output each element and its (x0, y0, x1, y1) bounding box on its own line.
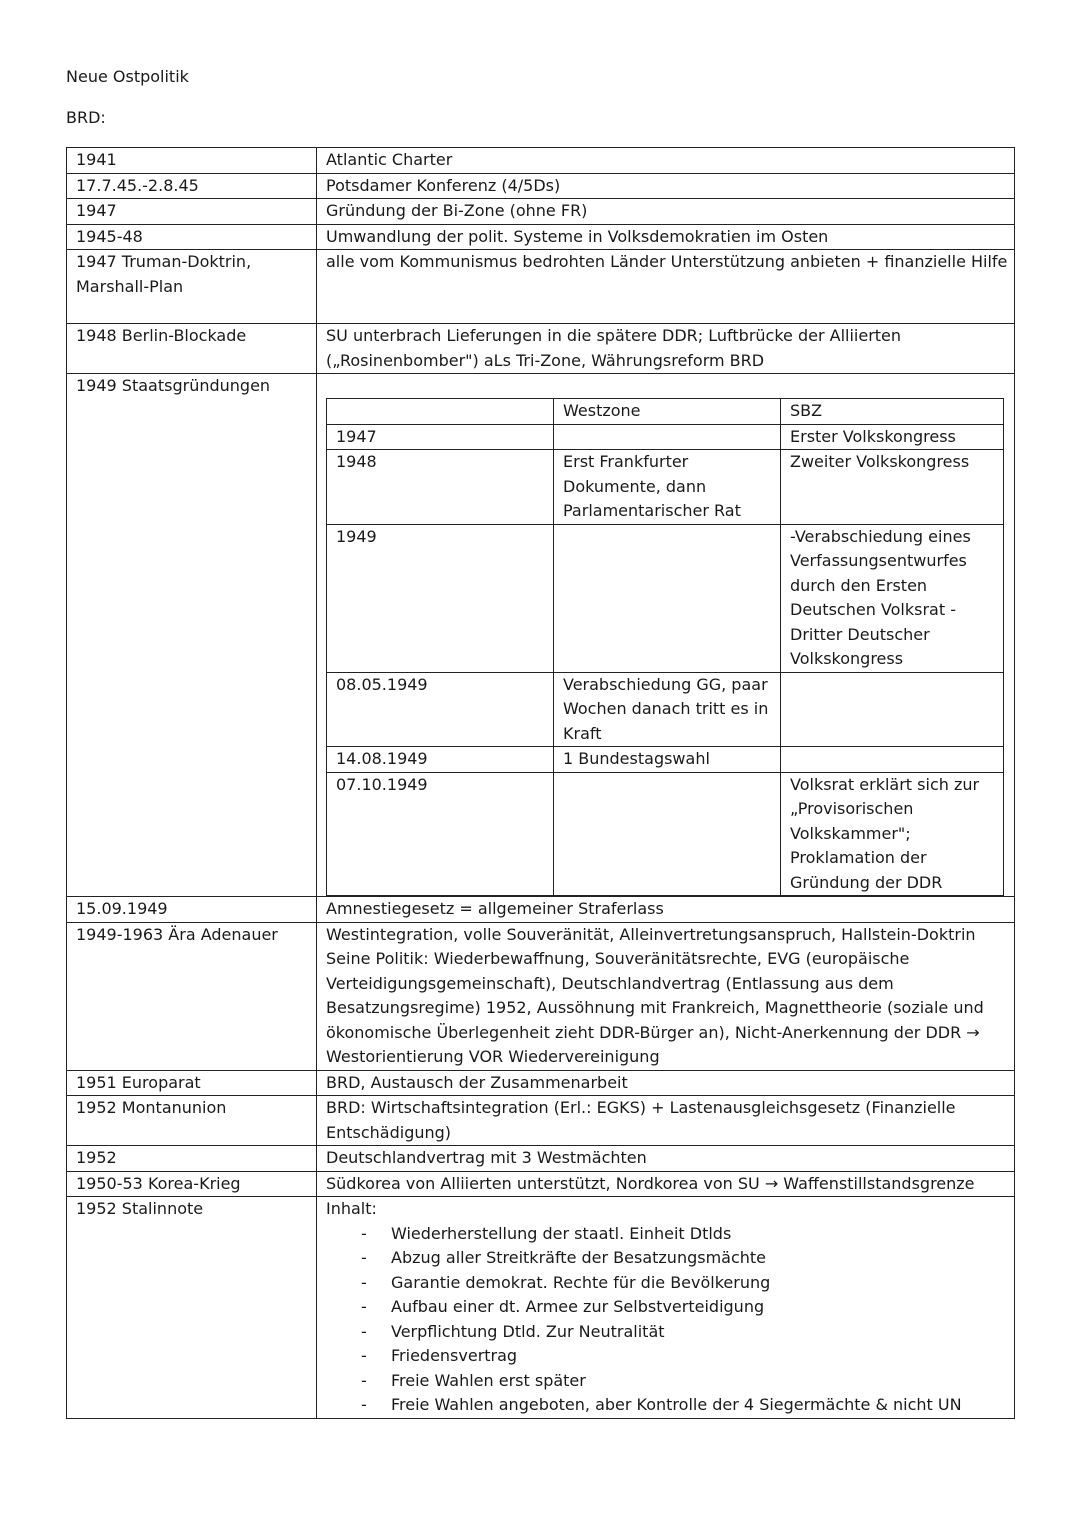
timeline-table (66, 147, 1015, 1419)
event-cell: Amnestiegesetz = allgemeiner Straferlass (317, 897, 1015, 923)
date-cell: 1952 Montanunion (67, 1096, 317, 1146)
nested-year-cell: 07.10.1949 (327, 772, 554, 896)
date-cell: 1945-48 (67, 224, 317, 250)
list-item: - Garantie demokrat. Rechte für die Bevölkerung (361, 1271, 1014, 1296)
nested-row (327, 450, 1004, 525)
list-item: - Freie Wahlen angeboten, aber Kontrolle der 4 Siegermächte & nicht UN (361, 1393, 1014, 1418)
nested-year-cell: 1949 (327, 524, 554, 672)
table-row (67, 1197, 1015, 1419)
event-cell: Umwandlung der polit. Systeme in Volksdemokratien im Osten (317, 224, 1015, 250)
nested-westzone-cell: Verabschiedung GG, paar Wochen danach tritt es in Kraft (554, 672, 781, 747)
event-cell: BRD, Austausch der Zusammenarbeit (317, 1070, 1015, 1096)
date-cell: 1951 Europarat (67, 1070, 317, 1096)
event-cell: Potsdamer Konferenz (4/5Ds) (317, 173, 1015, 199)
list-item: - Verpflichtung Dtld. Zur Neutralität (361, 1320, 1014, 1345)
table-row (67, 1070, 1015, 1096)
event-cell: BRD: Wirtschaftsintegration (Erl.: EGKS) + Lastenausgleichsgesetz (Finanzielle Entschädigung) (317, 1096, 1015, 1146)
date-cell: 1947 (67, 199, 317, 225)
event-cell: Deutschlandvertrag mit 3 Westmächten (317, 1146, 1015, 1172)
event-cell: SU unterbrach Lieferungen in die spätere DDR; Luftbrücke der Alliierten („Rosinenbomber") aLs Tri-Zone, Währungsreform BRD (317, 324, 1015, 374)
date-cell: 1949-1963 Ära Adenauer (67, 922, 317, 1070)
date-cell: 1941 (67, 148, 317, 174)
page-title: Neue Ostpolitik (66, 67, 189, 86)
date-cell: 1947 Truman-Doktrin, Marshall-Plan (67, 250, 317, 324)
nested-westzone-cell (554, 524, 781, 672)
table-row (67, 897, 1015, 923)
event-cell: Gründung der Bi-Zone (ohne FR) (317, 199, 1015, 225)
list-item: - Freie Wahlen erst später (361, 1369, 1014, 1394)
table-row (67, 199, 1015, 225)
stalinnote-list (326, 1222, 1014, 1418)
list-item: - Aufbau einer dt. Armee zur Selbstverteidigung (361, 1295, 1014, 1320)
nested-header-sbz: SBZ (781, 399, 1004, 425)
nested-row (327, 424, 1004, 450)
event-cell: alle vom Kommunismus bedrohten Länder Unterstützung anbieten + finanzielle Hilfe (317, 250, 1015, 324)
nested-sbz-cell: -Verabschiedung eines Verfassungsentwurfes durch den Ersten Deutschen Volksrat -Dritter Deutscher Volkskongress (781, 524, 1004, 672)
table-row (67, 250, 1015, 324)
nested-sbz-cell (781, 672, 1004, 747)
nested-row (327, 524, 1004, 672)
date-cell: 1952 Stalinnote (67, 1197, 317, 1419)
table-row (67, 922, 1015, 1070)
event-cell (317, 1197, 1015, 1419)
nested-sbz-cell (781, 747, 1004, 773)
nested-row (327, 772, 1004, 896)
nested-westzone-cell: 1 Bundestagswahl (554, 747, 781, 773)
table-row (67, 173, 1015, 199)
table-row (67, 1096, 1015, 1146)
nested-header-row (327, 399, 1004, 425)
date-cell: 1949 Staatsgründungen (67, 374, 317, 897)
table-row (67, 224, 1015, 250)
list-item: - Wiederherstellung der staatl. Einheit Dtlds (361, 1222, 1014, 1247)
table-row (67, 1146, 1015, 1172)
date-cell: 15.09.1949 (67, 897, 317, 923)
nested-year-cell: 08.05.1949 (327, 672, 554, 747)
nested-westzone-cell: Erst Frankfurter Dokumente, dann Parlamentarischer Rat (554, 450, 781, 525)
event-cell: Atlantic Charter (317, 148, 1015, 174)
date-cell: 1952 (67, 1146, 317, 1172)
state-founding-table (326, 398, 1004, 896)
page-subtitle: BRD: (66, 108, 106, 127)
nested-sbz-cell: Volksrat erklärt sich zur „Provisorischen Volkskammer"; Proklamation der Gründung der DDR (781, 772, 1004, 896)
date-cell: 1948 Berlin-Blockade (67, 324, 317, 374)
date-cell: 1950-53 Korea-Krieg (67, 1171, 317, 1197)
nested-year-cell: 1947 (327, 424, 554, 450)
nested-westzone-cell (554, 772, 781, 896)
list-item: - Abzug aller Streitkräfte der Besatzungsmächte (361, 1246, 1014, 1271)
nested-row (327, 747, 1004, 773)
nested-sbz-cell: Erster Volkskongress (781, 424, 1004, 450)
nested-header-cell (327, 399, 554, 425)
nested-row (327, 672, 1004, 747)
table-row (67, 374, 1015, 897)
stalinnote-heading: Inhalt: (326, 1199, 377, 1218)
list-item: - Friedensvertrag (361, 1344, 1014, 1369)
nested-year-cell: 1948 (327, 450, 554, 525)
event-cell: Westintegration, volle Souveränität, Alleinvertretungsanspruch, Hallstein-Doktrin Seine Politik: Wiederbewaffnung, Souveränitätsrechte, EVG (europäische Verteidigungsgemeinschaft), Deutschlandvertrag (Entlassung aus dem Besatzungsregime) 1952, Aussöhnung mit Frankreich, Magnettheorie (soziale und ökonomische Überlegenheit zieht DDR-Bürger an), Nicht-Anerkennung der DDR → Westorientierung VOR Wiedervereinigung (317, 922, 1015, 1070)
nested-sbz-cell: Zweiter Volkskongress (781, 450, 1004, 525)
nested-table-cell (317, 374, 1015, 897)
table-row (67, 1171, 1015, 1197)
event-cell: Südkorea von Alliierten unterstützt, Nordkorea von SU → Waffenstillstandsgrenze (317, 1171, 1015, 1197)
nested-year-cell: 14.08.1949 (327, 747, 554, 773)
nested-header-westzone: Westzone (554, 399, 781, 425)
table-row (67, 324, 1015, 374)
nested-westzone-cell (554, 424, 781, 450)
date-cell: 17.7.45.-2.8.45 (67, 173, 317, 199)
table-row (67, 148, 1015, 174)
